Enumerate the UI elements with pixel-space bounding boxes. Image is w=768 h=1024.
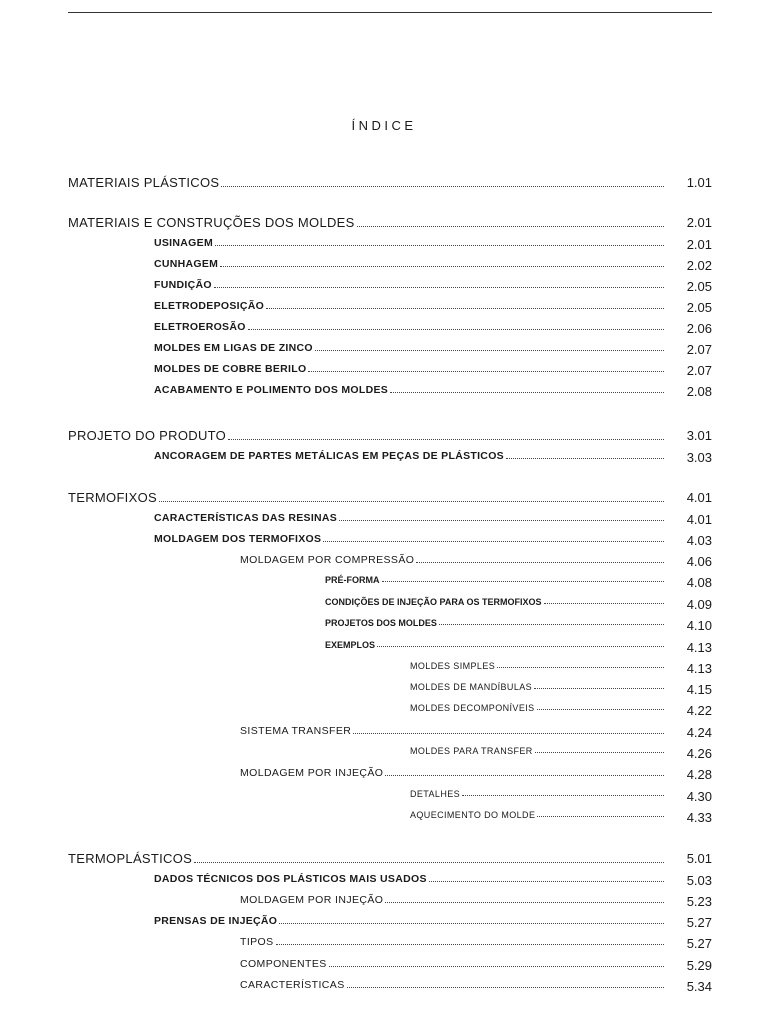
toc-entry-page: 4.30 <box>686 789 712 804</box>
toc-entry <box>0 682 768 700</box>
dot-leader <box>214 287 664 288</box>
toc-entry-label: DETALHES <box>410 789 461 799</box>
toc-entry-leader <box>154 512 664 524</box>
dot-leader <box>439 624 664 625</box>
dot-leader <box>506 458 664 459</box>
toc-entry <box>0 915 768 933</box>
toc-entry-leader <box>68 428 664 443</box>
toc-entry-page: 4.09 <box>686 597 712 612</box>
dot-leader <box>429 881 664 882</box>
toc-entry-page: 5.34 <box>686 979 712 994</box>
toc-entry-label: MOLDES DE MANDÍBULAS <box>410 682 533 692</box>
toc-entry <box>0 279 768 297</box>
toc-entry <box>0 767 768 785</box>
dot-leader <box>194 862 664 863</box>
toc-entry <box>0 450 768 468</box>
toc-entry <box>0 554 768 572</box>
toc-entry-label: MOLDES SIMPLES <box>410 661 496 671</box>
toc-entry-page: 2.01 <box>686 215 712 230</box>
dot-leader <box>382 581 665 582</box>
toc-entry-leader <box>240 554 664 566</box>
toc-entry-label: TERMOFIXOS <box>68 490 157 505</box>
dot-leader <box>537 816 664 817</box>
toc-entry <box>0 258 768 276</box>
toc-entry-leader <box>68 851 664 866</box>
toc-entry <box>0 873 768 891</box>
toc-entry <box>0 746 768 764</box>
toc-entry-leader <box>325 618 664 628</box>
toc-entry-page: 4.10 <box>686 618 712 633</box>
toc-entry-leader <box>410 810 664 820</box>
toc-entry-page: 4.22 <box>686 703 712 718</box>
toc-entry-label: ELETRODEPOSIÇÃO <box>154 300 265 312</box>
dot-leader <box>385 902 664 903</box>
toc-entry <box>0 512 768 530</box>
toc-entry-label: COMPONENTES <box>240 958 327 970</box>
toc-entry <box>0 384 768 402</box>
toc-entry-page: 2.07 <box>686 363 712 378</box>
toc-entry-page: 4.08 <box>686 575 712 590</box>
toc-entry-label: PROJETO DO PRODUTO <box>68 428 227 443</box>
toc-entry-page: 2.05 <box>686 300 712 315</box>
toc-entry-label: MOLDES PARA TRANSFER <box>410 746 533 756</box>
toc-entry-leader <box>410 789 664 799</box>
dot-leader <box>416 562 664 563</box>
toc-entry-page: 2.02 <box>686 258 712 273</box>
toc-entry <box>0 597 768 615</box>
toc-entry <box>0 725 768 743</box>
toc-entry-leader <box>68 490 664 505</box>
dot-leader <box>544 603 664 604</box>
toc-entry-label: EXEMPLOS <box>325 640 376 650</box>
toc-entry-page: 4.15 <box>686 682 712 697</box>
toc-entry <box>0 300 768 318</box>
toc-entry-page: 5.01 <box>686 851 712 866</box>
toc-entry <box>0 237 768 255</box>
toc-entry-leader <box>240 936 664 948</box>
toc-entry-label: ANCORAGEM DE PARTES METÁLICAS EM PEÇAS DE PLÁSTICOS <box>154 450 504 462</box>
dot-leader <box>308 371 664 372</box>
toc-entry-leader <box>154 363 664 375</box>
toc-entry-leader <box>154 237 664 249</box>
toc-entry-label: PRÉ-FORMA <box>325 575 380 585</box>
toc-entry-label: MATERIAIS PLÁSTICOS <box>68 175 220 190</box>
dot-leader <box>357 226 664 227</box>
toc-entry-leader <box>325 575 664 585</box>
dot-leader <box>315 350 664 351</box>
dot-leader <box>215 245 664 246</box>
page-title: ÍNDICE <box>351 118 417 133</box>
toc-entry-leader <box>154 450 664 462</box>
dot-leader <box>220 266 664 267</box>
dot-leader <box>390 392 664 393</box>
toc-entry <box>0 575 768 593</box>
toc-entry-label: CARACTERÍSTICAS DAS RESINAS <box>154 512 338 524</box>
top-rule <box>68 12 712 13</box>
toc-entry-leader <box>154 342 664 354</box>
dot-leader <box>329 966 664 967</box>
toc-entry-page: 2.05 <box>686 279 712 294</box>
toc-entry-label: MOLDES DE COBRE BERILO <box>154 363 307 375</box>
toc-entry-label: CONDIÇÕES DE INJEÇÃO PARA OS TERMOFIXOS <box>325 597 542 607</box>
toc-entry-page: 4.13 <box>686 661 712 676</box>
toc-entry-leader <box>154 915 664 927</box>
toc-entry-label: CARACTERÍSTICAS <box>240 979 345 991</box>
dot-leader <box>535 752 664 753</box>
toc-entry-leader <box>240 894 664 906</box>
toc-entry-page: 5.23 <box>686 894 712 909</box>
toc-entry-page: 4.26 <box>686 746 712 761</box>
toc-entry-page: 5.29 <box>686 958 712 973</box>
dot-leader <box>353 733 664 734</box>
toc-entry <box>0 979 768 997</box>
toc-entry-label: MOLDAGEM POR INJEÇÃO <box>240 894 384 906</box>
toc-entry-leader <box>410 703 664 713</box>
toc-entry-page: 4.01 <box>686 512 712 527</box>
toc-entry-page: 2.08 <box>686 384 712 399</box>
toc-entry-leader <box>410 661 664 671</box>
toc-entry <box>0 342 768 360</box>
dot-leader <box>266 308 664 309</box>
dot-leader <box>497 667 664 668</box>
dot-leader <box>537 709 664 710</box>
toc-entry <box>0 810 768 828</box>
dot-leader <box>347 987 664 988</box>
dot-leader <box>279 923 664 924</box>
toc-entry-leader <box>240 958 664 970</box>
toc-entry-page: 2.07 <box>686 342 712 357</box>
toc-entry-leader <box>240 725 664 737</box>
toc-entry <box>0 490 768 508</box>
dot-leader <box>339 520 664 521</box>
toc-entry-leader <box>154 258 664 270</box>
toc-entry-leader <box>154 873 664 885</box>
toc-entry-page: 4.33 <box>686 810 712 825</box>
toc-entry-leader <box>410 746 664 756</box>
dot-leader <box>377 646 664 647</box>
toc-entry <box>0 851 768 869</box>
toc-entry-leader <box>325 597 664 607</box>
dot-leader <box>534 688 664 689</box>
toc-entry-label: DADOS TÉCNICOS DOS PLÁSTICOS MAIS USADOS <box>154 873 427 885</box>
toc-entry <box>0 363 768 381</box>
dot-leader <box>228 439 664 440</box>
toc-entry-label: CUNHAGEM <box>154 258 219 270</box>
toc-entry-label: TIPOS <box>240 936 274 948</box>
toc-entry-leader <box>68 215 664 230</box>
toc-entry-label: PROJETOS DOS MOLDES <box>325 618 437 628</box>
toc-entry-page: 1.01 <box>686 175 712 190</box>
toc-entry-label: MOLDAGEM DOS TERMOFIXOS <box>154 533 322 545</box>
toc-entry-page: 3.01 <box>686 428 712 443</box>
toc-entry-label: MOLDES DECOMPONÍVEIS <box>410 703 535 713</box>
toc-entry-label: AQUECIMENTO DO MOLDE <box>410 810 536 820</box>
toc-entry-label: MATERIAIS E CONSTRUÇÕES DOS MOLDES <box>68 215 355 230</box>
toc-entry-page: 3.03 <box>686 450 712 465</box>
toc-entry <box>0 703 768 721</box>
toc-entry-page: 5.27 <box>686 915 712 930</box>
toc-entry-leader <box>410 682 664 692</box>
toc-entry-page: 4.13 <box>686 640 712 655</box>
dot-leader <box>248 329 664 330</box>
toc-entry <box>0 215 768 233</box>
toc-entry-page: 4.28 <box>686 767 712 782</box>
toc-entry <box>0 894 768 912</box>
toc-entry <box>0 175 768 193</box>
dot-leader <box>159 501 664 502</box>
dot-leader <box>323 541 664 542</box>
toc-entry-label: USINAGEM <box>154 237 213 249</box>
dot-leader <box>385 775 664 776</box>
toc-entry-label: MOLDAGEM POR COMPRESSÃO <box>240 554 415 566</box>
toc-entry <box>0 936 768 954</box>
toc-entry-leader <box>154 533 664 545</box>
toc-entry-label: ACABAMENTO E POLIMENTO DOS MOLDES <box>154 384 389 396</box>
toc-entry-label: SISTEMA TRANSFER <box>240 725 352 737</box>
toc-entry-page: 4.24 <box>686 725 712 740</box>
toc-entry <box>0 321 768 339</box>
toc-entry-label: TERMOPLÁSTICOS <box>68 851 193 866</box>
toc-entry-leader <box>240 979 664 991</box>
toc-entry-label: MOLDES EM LIGAS DE ZINCO <box>154 342 313 354</box>
toc-entry <box>0 533 768 551</box>
toc-entry-page: 2.06 <box>686 321 712 336</box>
toc-entry-page: 4.06 <box>686 554 712 569</box>
toc-entry-label: PRENSAS DE INJEÇÃO <box>154 915 278 927</box>
toc-entry <box>0 640 768 658</box>
toc-entry-leader <box>240 767 664 779</box>
toc-entry-leader <box>325 640 664 650</box>
toc-entry-leader <box>154 321 664 333</box>
toc-entry <box>0 958 768 976</box>
toc-entry-page: 2.01 <box>686 237 712 252</box>
dot-leader <box>462 795 664 796</box>
toc-entry-label: FUNDIÇÃO <box>154 279 212 291</box>
dot-leader <box>276 944 664 945</box>
toc-entry <box>0 428 768 446</box>
dot-leader <box>221 186 664 187</box>
toc-entry-leader <box>154 279 664 291</box>
toc-entry <box>0 789 768 807</box>
toc-entry-page: 5.03 <box>686 873 712 888</box>
toc-entry-leader <box>68 175 664 190</box>
toc-entry-label: ELETROEROSÃO <box>154 321 246 333</box>
toc-entry-leader <box>154 384 664 396</box>
toc-entry-page: 5.27 <box>686 936 712 951</box>
toc-entry-label: MOLDAGEM POR INJEÇÃO <box>240 767 384 779</box>
toc-entry <box>0 618 768 636</box>
toc-entry-page: 4.01 <box>686 490 712 505</box>
toc-entry-leader <box>154 300 664 312</box>
toc-entry-page: 4.03 <box>686 533 712 548</box>
toc-entry <box>0 661 768 679</box>
